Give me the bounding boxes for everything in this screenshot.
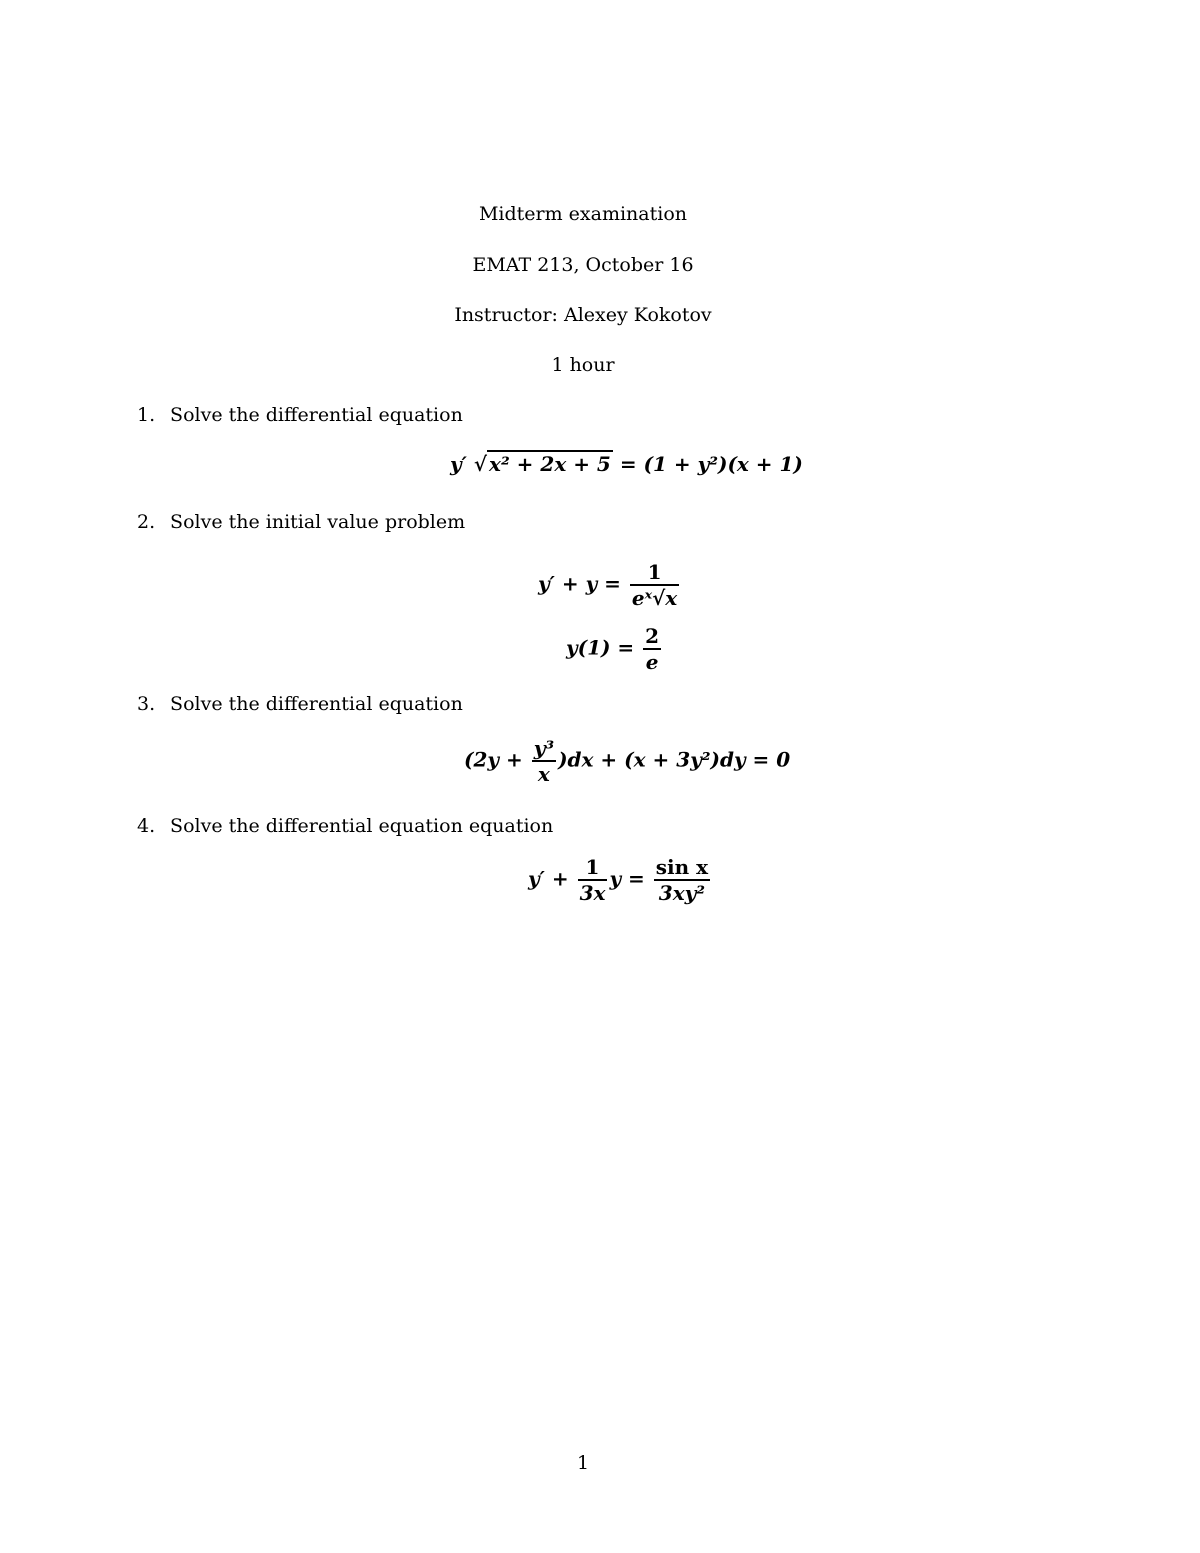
- duration-line: 1 hour: [551, 354, 615, 376]
- equation-2b: [566, 624, 663, 674]
- eq3-fraction: [532, 736, 556, 786]
- problem-text: Solve the initial value problem: [170, 511, 466, 533]
- numerator: 1: [585, 855, 600, 879]
- eq4-lhs: y′ +: [528, 866, 569, 891]
- radical-sign: √: [473, 452, 488, 476]
- problem-number: 1.: [137, 404, 156, 426]
- page-number: 1: [576, 1452, 590, 1474]
- eq4-fraction-right: [654, 855, 710, 905]
- equation-4: [528, 855, 712, 905]
- numerator: 2: [645, 624, 660, 648]
- equation-3: [464, 736, 790, 786]
- eq2a-lhs: y′ + y =: [538, 571, 621, 596]
- eq1-radicand: x² + 2x + 5: [489, 452, 611, 476]
- denominator: eˣ√x: [631, 586, 678, 610]
- problem-number: 4.: [137, 815, 156, 837]
- numerator: sin x: [655, 855, 709, 879]
- numerator: y³: [533, 736, 555, 760]
- denominator: x: [532, 760, 556, 786]
- eq1-sqrt: [474, 452, 613, 476]
- eq2a-fraction: [630, 560, 679, 610]
- eq4-fraction-left: [578, 855, 608, 905]
- course-line: EMAT 213, October 16: [472, 254, 694, 276]
- numerator: 1: [647, 560, 662, 584]
- eq1-lhs: y′: [450, 452, 467, 476]
- equation-2a: [538, 560, 681, 610]
- problem-number: 3.: [137, 693, 156, 715]
- eq3-open: (2y +: [464, 747, 523, 772]
- problem-4: [137, 814, 553, 838]
- problem-number: 2.: [137, 511, 156, 533]
- equation-1: [450, 452, 803, 476]
- eq2b-lhs: y(1) =: [566, 635, 635, 660]
- eq2b-fraction: [643, 624, 661, 674]
- denominator: 3xy²: [654, 879, 710, 905]
- problem-text: Solve the differential equation: [170, 693, 463, 715]
- problem-text: Solve the differential equation: [170, 404, 463, 426]
- problem-1: [137, 403, 463, 427]
- problem-2: [137, 510, 465, 534]
- eq1-rhs: = (1 + y²)(x + 1): [619, 452, 803, 476]
- eq4-mid: y =: [609, 866, 645, 891]
- instructor-line: Instructor: Alexey Kokotov: [454, 304, 712, 326]
- problem-3: [137, 692, 463, 716]
- problem-text: Solve the differential equation equation: [170, 815, 554, 837]
- denominator: 3x: [579, 881, 606, 905]
- eq3-rest: )dx + (x + 3y²)dy = 0: [558, 747, 791, 772]
- exam-title: Midterm examination: [478, 203, 688, 225]
- denominator: e: [643, 648, 661, 674]
